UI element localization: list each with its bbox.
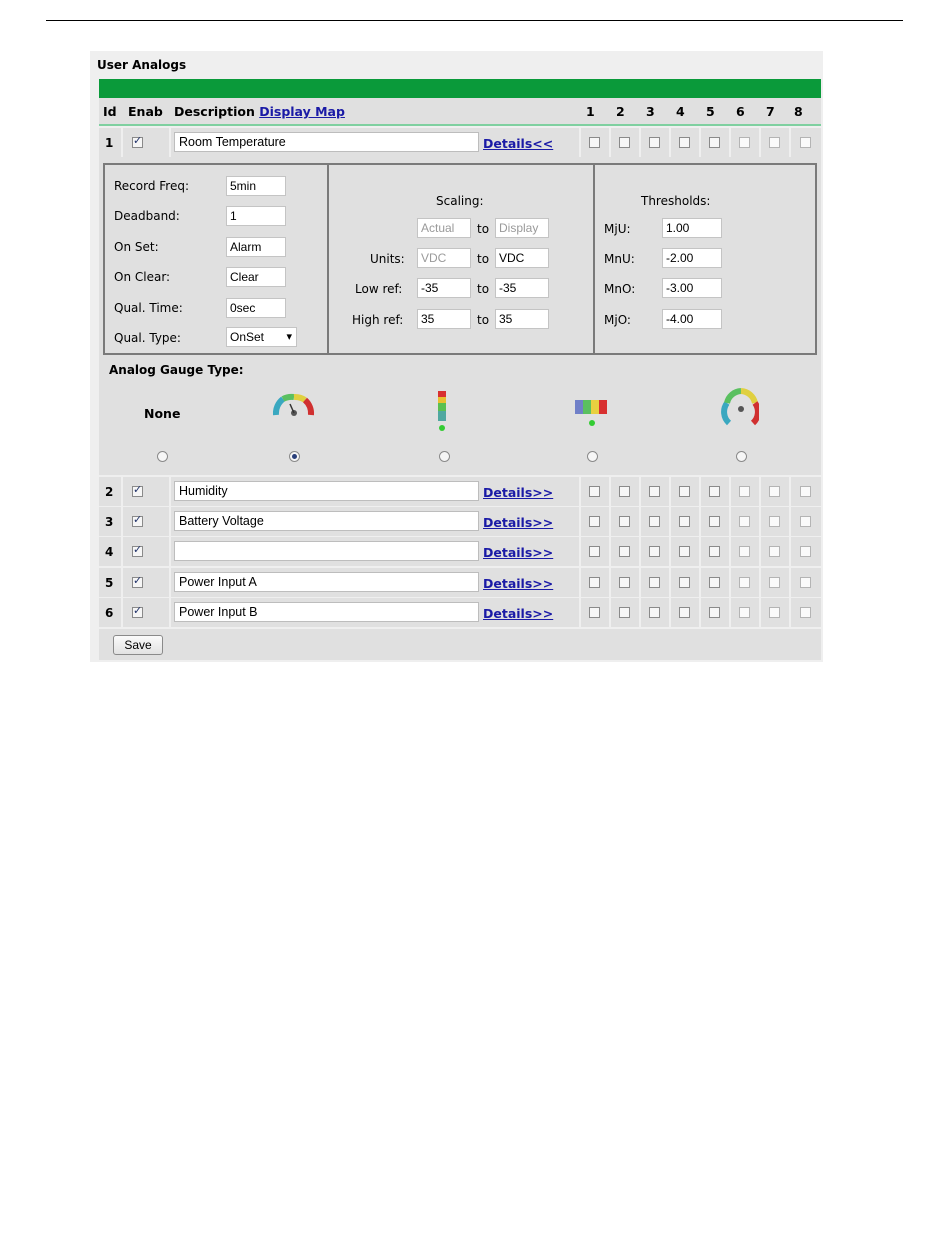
description-input[interactable]: Humidity — [174, 481, 479, 501]
col-header-2: 2 — [616, 104, 625, 119]
display-map-checkbox-6[interactable] — [739, 607, 750, 618]
display-map-checkbox-8[interactable] — [800, 516, 811, 527]
gauge-none-label: None — [144, 406, 181, 421]
gauge-radio-none[interactable] — [157, 451, 168, 462]
enable-checkbox[interactable] — [132, 486, 143, 497]
display-map-checkbox-2[interactable] — [619, 546, 630, 557]
description-input[interactable]: Room Temperature — [174, 132, 479, 152]
mju-label: MjU: — [604, 222, 631, 236]
display-map-checkbox-1[interactable] — [589, 607, 600, 618]
display-map-checkbox-2[interactable] — [619, 137, 630, 148]
row-id: 2 — [105, 485, 114, 499]
qual-type-select[interactable] — [226, 327, 297, 347]
scaling-box — [327, 163, 595, 355]
record-freq-label: Record Freq: — [114, 179, 190, 193]
row-id: 3 — [105, 515, 114, 529]
mjo-label: MjO: — [604, 313, 631, 327]
display-map-checkbox-5[interactable] — [709, 577, 720, 588]
high-ref-label: High ref: — [352, 313, 404, 327]
col-header-5: 5 — [706, 104, 715, 119]
scaling-to-label: to — [477, 222, 490, 236]
description-input[interactable]: Battery Voltage — [174, 511, 479, 531]
description-input[interactable]: Power Input B — [174, 602, 479, 622]
details-link[interactable]: Details<< — [483, 136, 554, 151]
display-map-checkbox-7[interactable] — [769, 577, 780, 588]
gauge-type-title: Analog Gauge Type: — [109, 363, 244, 377]
low-ref-label: Low ref: — [355, 282, 403, 296]
col-header-7: 7 — [766, 104, 775, 119]
details-link[interactable]: Details>> — [483, 576, 554, 591]
gauge-radio-vertical-bar[interactable] — [439, 451, 450, 462]
row-id: 6 — [105, 606, 114, 620]
enable-checkbox[interactable] — [132, 607, 143, 618]
display-map-checkbox-2[interactable] — [619, 516, 630, 527]
description-input[interactable] — [174, 541, 479, 561]
table-header — [99, 98, 821, 126]
display-map-checkbox-5[interactable] — [709, 137, 720, 148]
display-map-checkbox-8[interactable] — [800, 607, 811, 618]
table-row — [99, 598, 821, 627]
details-link[interactable]: Details>> — [483, 545, 554, 560]
high-ref-from-input[interactable]: 35 — [417, 309, 471, 329]
table-row — [99, 537, 821, 566]
page-top-rule — [46, 20, 903, 21]
description-header-label: Description — [174, 104, 255, 119]
display-map-checkbox-5[interactable] — [709, 607, 720, 618]
display-map-checkbox-5[interactable] — [709, 486, 720, 497]
units-label: Units: — [370, 252, 405, 266]
mjo-input[interactable]: -4.00 — [662, 309, 722, 329]
mno-label: MnO: — [604, 282, 636, 296]
display-map-checkbox-2[interactable] — [619, 607, 630, 618]
units-from-input[interactable]: VDC — [417, 248, 471, 268]
alarm-settings-box — [103, 163, 329, 355]
on-set-input[interactable]: Alarm — [226, 237, 286, 257]
enable-checkbox[interactable] — [132, 137, 143, 148]
gauge-radio-dial[interactable] — [289, 451, 300, 462]
col-header-enab: Enab — [128, 104, 163, 119]
display-map-checkbox-3[interactable] — [649, 137, 660, 148]
deadband-input[interactable]: 1 — [226, 206, 286, 226]
vertical-bar-gauge-icon — [436, 389, 450, 433]
enable-checkbox[interactable] — [132, 546, 143, 557]
scaling-title: Scaling: — [436, 194, 484, 208]
details-link[interactable]: Details>> — [483, 606, 554, 621]
thresholds-title: Thresholds: — [641, 194, 711, 208]
display-map-checkbox-7[interactable] — [769, 607, 780, 618]
col-header-id: Id — [103, 104, 117, 119]
on-set-label: On Set: — [114, 240, 159, 254]
high-ref-to-input[interactable]: 35 — [495, 309, 549, 329]
arc-gauge-icon — [721, 385, 759, 429]
display-map-checkbox-3[interactable] — [649, 546, 660, 557]
display-map-checkbox-1[interactable] — [589, 516, 600, 527]
low-ref-to-label: to — [477, 282, 490, 296]
display-map-checkbox-7[interactable] — [769, 516, 780, 527]
display-map-checkbox-8[interactable] — [800, 577, 811, 588]
display-map-checkbox-1[interactable] — [589, 137, 600, 148]
table-row — [99, 477, 821, 506]
display-map-checkbox-6[interactable] — [739, 546, 750, 557]
display-map-checkbox-8[interactable] — [800, 546, 811, 557]
enable-checkbox[interactable] — [132, 577, 143, 588]
display-map-link[interactable]: Display Map — [259, 104, 345, 119]
display-map-checkbox-4[interactable] — [679, 577, 690, 588]
display-map-checkbox-2[interactable] — [619, 486, 630, 497]
table-row — [99, 507, 821, 536]
units-to-input[interactable]: VDC — [495, 248, 549, 268]
on-clear-label: On Clear: — [114, 270, 171, 284]
display-map-checkbox-4[interactable] — [679, 486, 690, 497]
display-map-checkbox-3[interactable] — [649, 516, 660, 527]
row-id: 4 — [105, 545, 114, 559]
details-link[interactable]: Details>> — [483, 515, 554, 530]
horizontal-bar-gauge-icon — [573, 396, 611, 430]
scaling-display-input[interactable]: Display — [495, 218, 549, 238]
row-id: 1 — [105, 136, 114, 150]
mju-input[interactable]: 1.00 — [662, 218, 722, 238]
qual-type-label: Qual. Type: — [114, 331, 181, 345]
mnu-label: MnU: — [604, 252, 635, 266]
details-panel — [99, 157, 821, 475]
display-map-checkbox-3[interactable] — [649, 577, 660, 588]
display-map-checkbox-6[interactable] — [739, 577, 750, 588]
col-header-description — [174, 104, 345, 119]
save-bar — [99, 629, 821, 660]
high-ref-to-label: to — [477, 313, 490, 327]
display-map-checkbox-6[interactable] — [739, 516, 750, 527]
display-map-checkbox-6[interactable] — [739, 486, 750, 497]
display-map-checkbox-7[interactable] — [769, 486, 780, 497]
display-map-checkbox-1[interactable] — [589, 577, 600, 588]
qual-time-input[interactable]: 0sec — [226, 298, 286, 318]
enable-checkbox[interactable] — [132, 516, 143, 527]
display-map-checkbox-4[interactable] — [679, 546, 690, 557]
display-map-checkbox-6[interactable] — [739, 137, 750, 148]
gauge-radio-arc[interactable] — [736, 451, 747, 462]
qual-type-value: OnSet — [230, 330, 265, 344]
col-header-8: 8 — [794, 104, 803, 119]
display-map-checkbox-4[interactable] — [679, 607, 690, 618]
display-map-checkbox-7[interactable] — [769, 137, 780, 148]
low-ref-to-input[interactable]: -35 — [495, 278, 549, 298]
display-map-checkbox-4[interactable] — [679, 516, 690, 527]
dial-gauge-icon — [273, 387, 315, 419]
display-map-checkbox-7[interactable] — [769, 546, 780, 557]
table-row — [99, 568, 821, 597]
units-to-label: to — [477, 252, 490, 266]
display-map-checkbox-5[interactable] — [709, 516, 720, 527]
save-button[interactable]: Save — [113, 635, 163, 655]
display-map-checkbox-4[interactable] — [679, 137, 690, 148]
col-header-4: 4 — [676, 104, 685, 119]
display-map-checkbox-1[interactable] — [589, 546, 600, 557]
display-map-checkbox-1[interactable] — [589, 486, 600, 497]
low-ref-from-input[interactable]: -35 — [417, 278, 471, 298]
col-header-3: 3 — [646, 104, 655, 119]
col-header-6: 6 — [736, 104, 745, 119]
display-map-checkbox-5[interactable] — [709, 546, 720, 557]
table-row — [99, 128, 821, 157]
qual-time-label: Qual. Time: — [114, 301, 183, 315]
on-clear-input[interactable]: Clear — [226, 267, 286, 287]
deadband-label: Deadband: — [114, 209, 180, 223]
display-map-checkbox-2[interactable] — [619, 577, 630, 588]
panel-title: User Analogs — [97, 58, 187, 72]
display-map-checkbox-8[interactable] — [800, 486, 811, 497]
display-map-checkbox-8[interactable] — [800, 137, 811, 148]
gauge-radio-horizontal-bar[interactable] — [587, 451, 598, 462]
display-map-checkbox-3[interactable] — [649, 486, 660, 497]
green-header-bar — [99, 79, 821, 98]
scaling-actual-input[interactable]: Actual — [417, 218, 471, 238]
details-link[interactable]: Details>> — [483, 485, 554, 500]
col-header-1: 1 — [586, 104, 595, 119]
description-input[interactable]: Power Input A — [174, 572, 479, 592]
record-freq-input[interactable]: 5min — [226, 176, 286, 196]
row-id: 5 — [105, 576, 114, 590]
thresholds-box — [593, 163, 817, 355]
mnu-input[interactable]: -2.00 — [662, 248, 722, 268]
mno-input[interactable]: -3.00 — [662, 278, 722, 298]
display-map-checkbox-3[interactable] — [649, 607, 660, 618]
